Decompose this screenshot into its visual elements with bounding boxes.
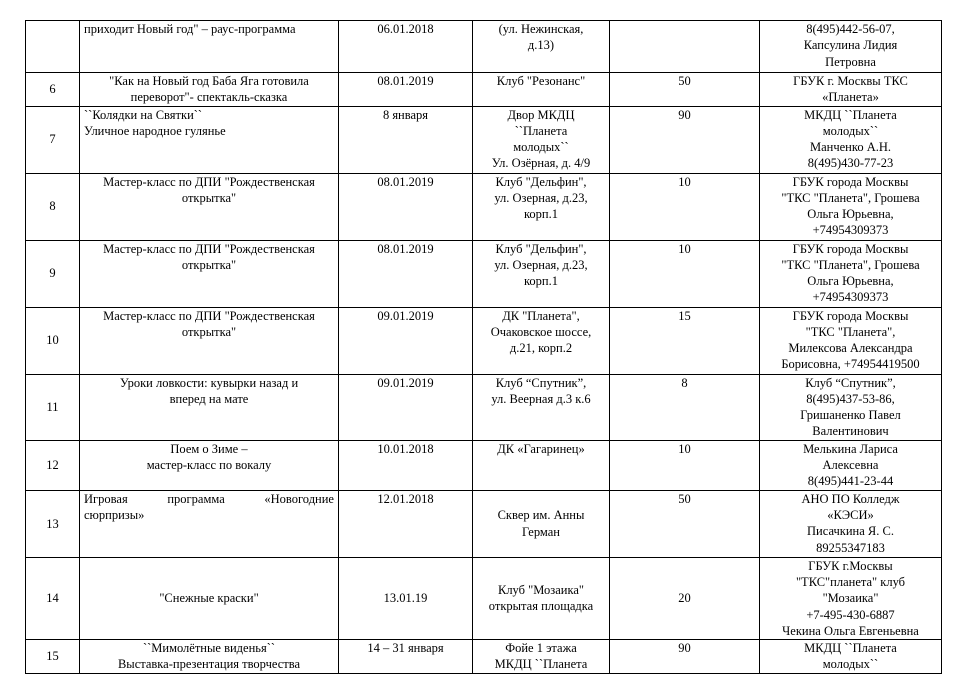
contact-line: 8(495)442-56-07, [806, 22, 895, 36]
event-date: 09.01.2019 [377, 308, 434, 323]
contact-line: +74954309373 [812, 290, 889, 305]
name-line: Мастер-класс по ДПИ "Рождественская [103, 308, 315, 323]
contact-line: Писачкина Я. С. [807, 524, 894, 539]
contact-line: Гришаненко Павел [800, 408, 901, 423]
contact-line: "ТКС"планета" клуб [795, 574, 906, 589]
date-cell [339, 173, 473, 240]
row-number: 8 [49, 199, 56, 214]
name-line: мастер-класс по вокалу [146, 458, 272, 473]
place-line: (ул. Нежинская, [498, 22, 584, 36]
date-cell [339, 307, 473, 374]
place-line: Ул. Озёрная, д. 4/9 [491, 156, 591, 171]
name-line: Выставка-презентация творчества [117, 657, 301, 672]
place-cell [473, 106, 610, 173]
contact-line: Петровна [825, 54, 876, 69]
row-number: 14 [46, 591, 59, 606]
event-name-cell [80, 240, 339, 307]
participants-cell [610, 21, 760, 73]
name-line: Мастер-класс по ДПИ "Рождественская [103, 174, 315, 189]
contact-cell [760, 21, 942, 73]
participants-cell [610, 557, 760, 639]
date-cell [339, 73, 473, 107]
date-cell [339, 21, 473, 73]
table-row [26, 557, 942, 639]
name-line: Поем о Зиме – [170, 441, 248, 456]
place-line: корп.1 [523, 207, 558, 222]
name-line: сюрпризы» [84, 507, 145, 522]
contact-line: "ТКС "Планета", Грошева [781, 190, 920, 205]
place-line: Герман [522, 524, 560, 539]
table-row [26, 173, 942, 240]
contact-line: Чекина Ольга Евгеньевна [782, 623, 919, 638]
place-line: открытая площадка [488, 599, 594, 614]
place-cell [473, 21, 610, 73]
place-line: Клуб "Дельфин", [495, 174, 587, 189]
event-name-cell [80, 73, 339, 107]
row-number-cell [26, 21, 80, 73]
contact-line: 8(495)441-23-44 [807, 474, 894, 489]
participants-cell [610, 173, 760, 240]
contact-cell [760, 640, 942, 674]
name-line: Уличное народное гулянье [84, 123, 226, 138]
place-line: ул. Веерная д.3 к.6 [491, 391, 591, 406]
event-name-cell [80, 440, 339, 490]
place-line: Клуб "Дельфин", [495, 241, 587, 256]
event-name-cell [80, 490, 339, 557]
participants-count: 10 [678, 174, 691, 189]
table-row [26, 374, 942, 440]
contact-line: ГБУК города Москвы [792, 241, 909, 256]
contact-cell [760, 490, 942, 557]
place-line: Очаковское шоссе, [490, 324, 592, 339]
place-cell [473, 374, 610, 440]
row-number-cell [26, 240, 80, 307]
contact-line: МКДЦ ``Планета [804, 641, 897, 656]
place-cell [473, 240, 610, 307]
event-name-cell [80, 640, 339, 674]
contact-line: ГБУК г. Москвы ТКС [793, 74, 908, 88]
place-line: молодых`` [513, 140, 569, 155]
place-cell [473, 557, 610, 639]
event-name-cell [80, 173, 339, 240]
row-number: 7 [49, 132, 56, 147]
event-name-cell [80, 21, 339, 73]
table-row [26, 490, 942, 557]
place-cell [473, 440, 610, 490]
participants-cell [610, 440, 760, 490]
name-line: открытка" [181, 190, 237, 205]
contact-line: 8(495)437-53-86, [806, 391, 895, 406]
place-line: д.21, корп.2 [509, 341, 573, 356]
row-number: 9 [49, 266, 56, 281]
place-line: ДК "Планета", [502, 308, 580, 323]
event-date: 12.01.2018 [377, 491, 434, 506]
row-number-cell [26, 106, 80, 173]
date-cell [339, 490, 473, 557]
participants-count: 90 [678, 107, 691, 122]
contact-line: ГБУК города Москвы [792, 308, 909, 323]
table-row [26, 307, 942, 374]
name-line: открытка" [181, 324, 237, 339]
name-line: ``Мимолётные виденья`` [142, 641, 276, 656]
contact-line: ГБУК г.Москвы [808, 558, 893, 573]
event-name-cell [80, 106, 339, 173]
place-line: Клуб "Резонанс" [496, 74, 586, 88]
contact-line: АНО ПО Колледж [801, 491, 900, 506]
contact-line: Манченко А.Н. [810, 140, 891, 155]
place-line: МКДЦ ``Планета [494, 657, 588, 672]
row-number: 10 [46, 333, 59, 348]
name-line: ``Колядки на Святки`` [84, 107, 203, 122]
contact-line: Алексевна [822, 458, 879, 473]
place-line: Фойе 1 этажа [505, 641, 577, 656]
name-line: Уроки ловкости: кувырки назад и [119, 375, 299, 390]
date-cell [339, 240, 473, 307]
contact-line: 89255347183 [816, 540, 885, 555]
event-date: 06.01.2018 [377, 22, 434, 36]
participants-cell [610, 240, 760, 307]
table-row [26, 640, 942, 674]
event-date: 09.01.2019 [377, 375, 434, 390]
event-date: 08.01.2019 [377, 74, 434, 88]
row-number-cell [26, 557, 80, 639]
participants-count: 15 [678, 308, 691, 323]
place-cell [473, 307, 610, 374]
participants-count: 50 [678, 74, 691, 88]
place-cell [473, 73, 610, 107]
row-number-cell [26, 73, 80, 107]
row-number-cell [26, 173, 80, 240]
contact-line: Ольга Юрьевна, [807, 207, 894, 222]
row-number: 11 [46, 400, 59, 415]
contact-line: Ольга Юрьевна, [807, 274, 894, 289]
contact-cell [760, 73, 942, 107]
contact-line: +7-495-430-6887 [806, 607, 895, 622]
contact-line: "Мозаика" [822, 591, 879, 606]
participants-count: 50 [678, 491, 691, 506]
date-cell [339, 640, 473, 674]
contact-line: молодых`` [822, 123, 879, 138]
contact-line: «КЭСИ» [827, 507, 874, 522]
participants-count: 10 [678, 241, 691, 256]
contact-line: Мелькина Лариса [803, 441, 898, 456]
contact-cell [760, 307, 942, 374]
contact-line: 8(495)430-77-23 [807, 156, 894, 171]
date-cell [339, 374, 473, 440]
participants-cell [610, 374, 760, 440]
place-line: ``Планета [514, 123, 568, 138]
name-line: "Снежные краски" [159, 591, 259, 606]
event-date: 14 – 31 января [367, 641, 444, 656]
participants-cell [610, 73, 760, 107]
contact-line: Капсулина Лидия [803, 38, 898, 53]
place-line: ул. Озерная, д.23, [494, 190, 588, 205]
event-name-cell [80, 374, 339, 440]
contact-line: "ТКС "Планета", Грошева [781, 257, 920, 272]
table-row [26, 21, 942, 73]
event-date: 10.01.2018 [377, 441, 434, 456]
contact-line: "ТКС "Планета", [805, 324, 896, 339]
place-line: ул. Озерная, д.23, [494, 257, 588, 272]
event-date: 8 января [382, 107, 429, 122]
name-line: вперед на мате [169, 391, 249, 406]
name-line: приходит Новый год" – раус-программа [84, 22, 296, 36]
row-number-cell [26, 374, 80, 440]
event-name-cell [80, 307, 339, 374]
table-row [26, 240, 942, 307]
contact-line: Валентинович [812, 424, 889, 439]
contact-line: Милексова Александра [788, 341, 913, 356]
place-line: ДК «Гагаринец» [497, 441, 585, 456]
place-line: Сквер им. Анны [497, 508, 585, 523]
row-number: 13 [46, 516, 59, 531]
table-row [26, 440, 942, 490]
contact-cell [760, 440, 942, 490]
row-number-cell [26, 490, 80, 557]
place-cell [473, 640, 610, 674]
contact-cell [760, 173, 942, 240]
date-cell [339, 440, 473, 490]
contact-line: «Планета» [822, 90, 879, 105]
event-date: 08.01.2019 [377, 241, 434, 256]
place-line: корп.1 [523, 274, 558, 289]
contact-cell [760, 374, 942, 440]
name-line: открытка" [181, 257, 237, 272]
participants-cell [610, 307, 760, 374]
place-line: Двор МКДЦ [507, 107, 575, 122]
name-line: переворот"- спектакль-сказка [130, 90, 288, 105]
row-number: 12 [46, 458, 59, 473]
participants-count: 90 [678, 641, 691, 656]
contact-cell [760, 557, 942, 639]
participants-cell [610, 490, 760, 557]
row-number-cell [26, 440, 80, 490]
contact-line: Клуб “Спутник”, [805, 375, 896, 390]
table-row [26, 73, 942, 107]
participants-count: 20 [678, 591, 691, 606]
contact-line: МКДЦ ``Планета [804, 107, 897, 122]
name-line: "Как на Новый год Баба Яга готовила [109, 74, 309, 88]
place-line: д.13) [527, 38, 555, 53]
name-line: Мастер-класс по ДПИ "Рождественская [103, 241, 315, 256]
contact-line: Борисовна, +74954419500 [781, 357, 920, 372]
date-cell [339, 106, 473, 173]
place-line: Клуб "Мозаика" [497, 583, 584, 598]
participants-cell [610, 106, 760, 173]
event-name-cell [80, 557, 339, 639]
place-cell [473, 173, 610, 240]
place-cell [473, 490, 610, 557]
contact-line: ГБУК города Москвы [792, 174, 909, 189]
contact-line: молодых`` [822, 657, 879, 672]
participants-count: 8 [681, 375, 688, 390]
row-number: 6 [49, 82, 56, 97]
contact-cell [760, 240, 942, 307]
event-date: 13.01.19 [383, 591, 428, 606]
date-cell [339, 557, 473, 639]
row-number-cell [26, 640, 80, 674]
events-table-body [26, 21, 942, 674]
events-table [25, 20, 942, 674]
contact-cell [760, 106, 942, 173]
contact-line: +74954309373 [812, 223, 889, 238]
table-row [26, 106, 942, 173]
event-date: 08.01.2019 [377, 174, 434, 189]
row-number: 15 [46, 649, 59, 664]
name-line: Игровая программа «Новогодние [84, 491, 334, 506]
participants-count: 10 [678, 441, 691, 456]
participants-cell [610, 640, 760, 674]
place-line: Клуб “Спутник”, [495, 375, 587, 390]
row-number-cell [26, 307, 80, 374]
